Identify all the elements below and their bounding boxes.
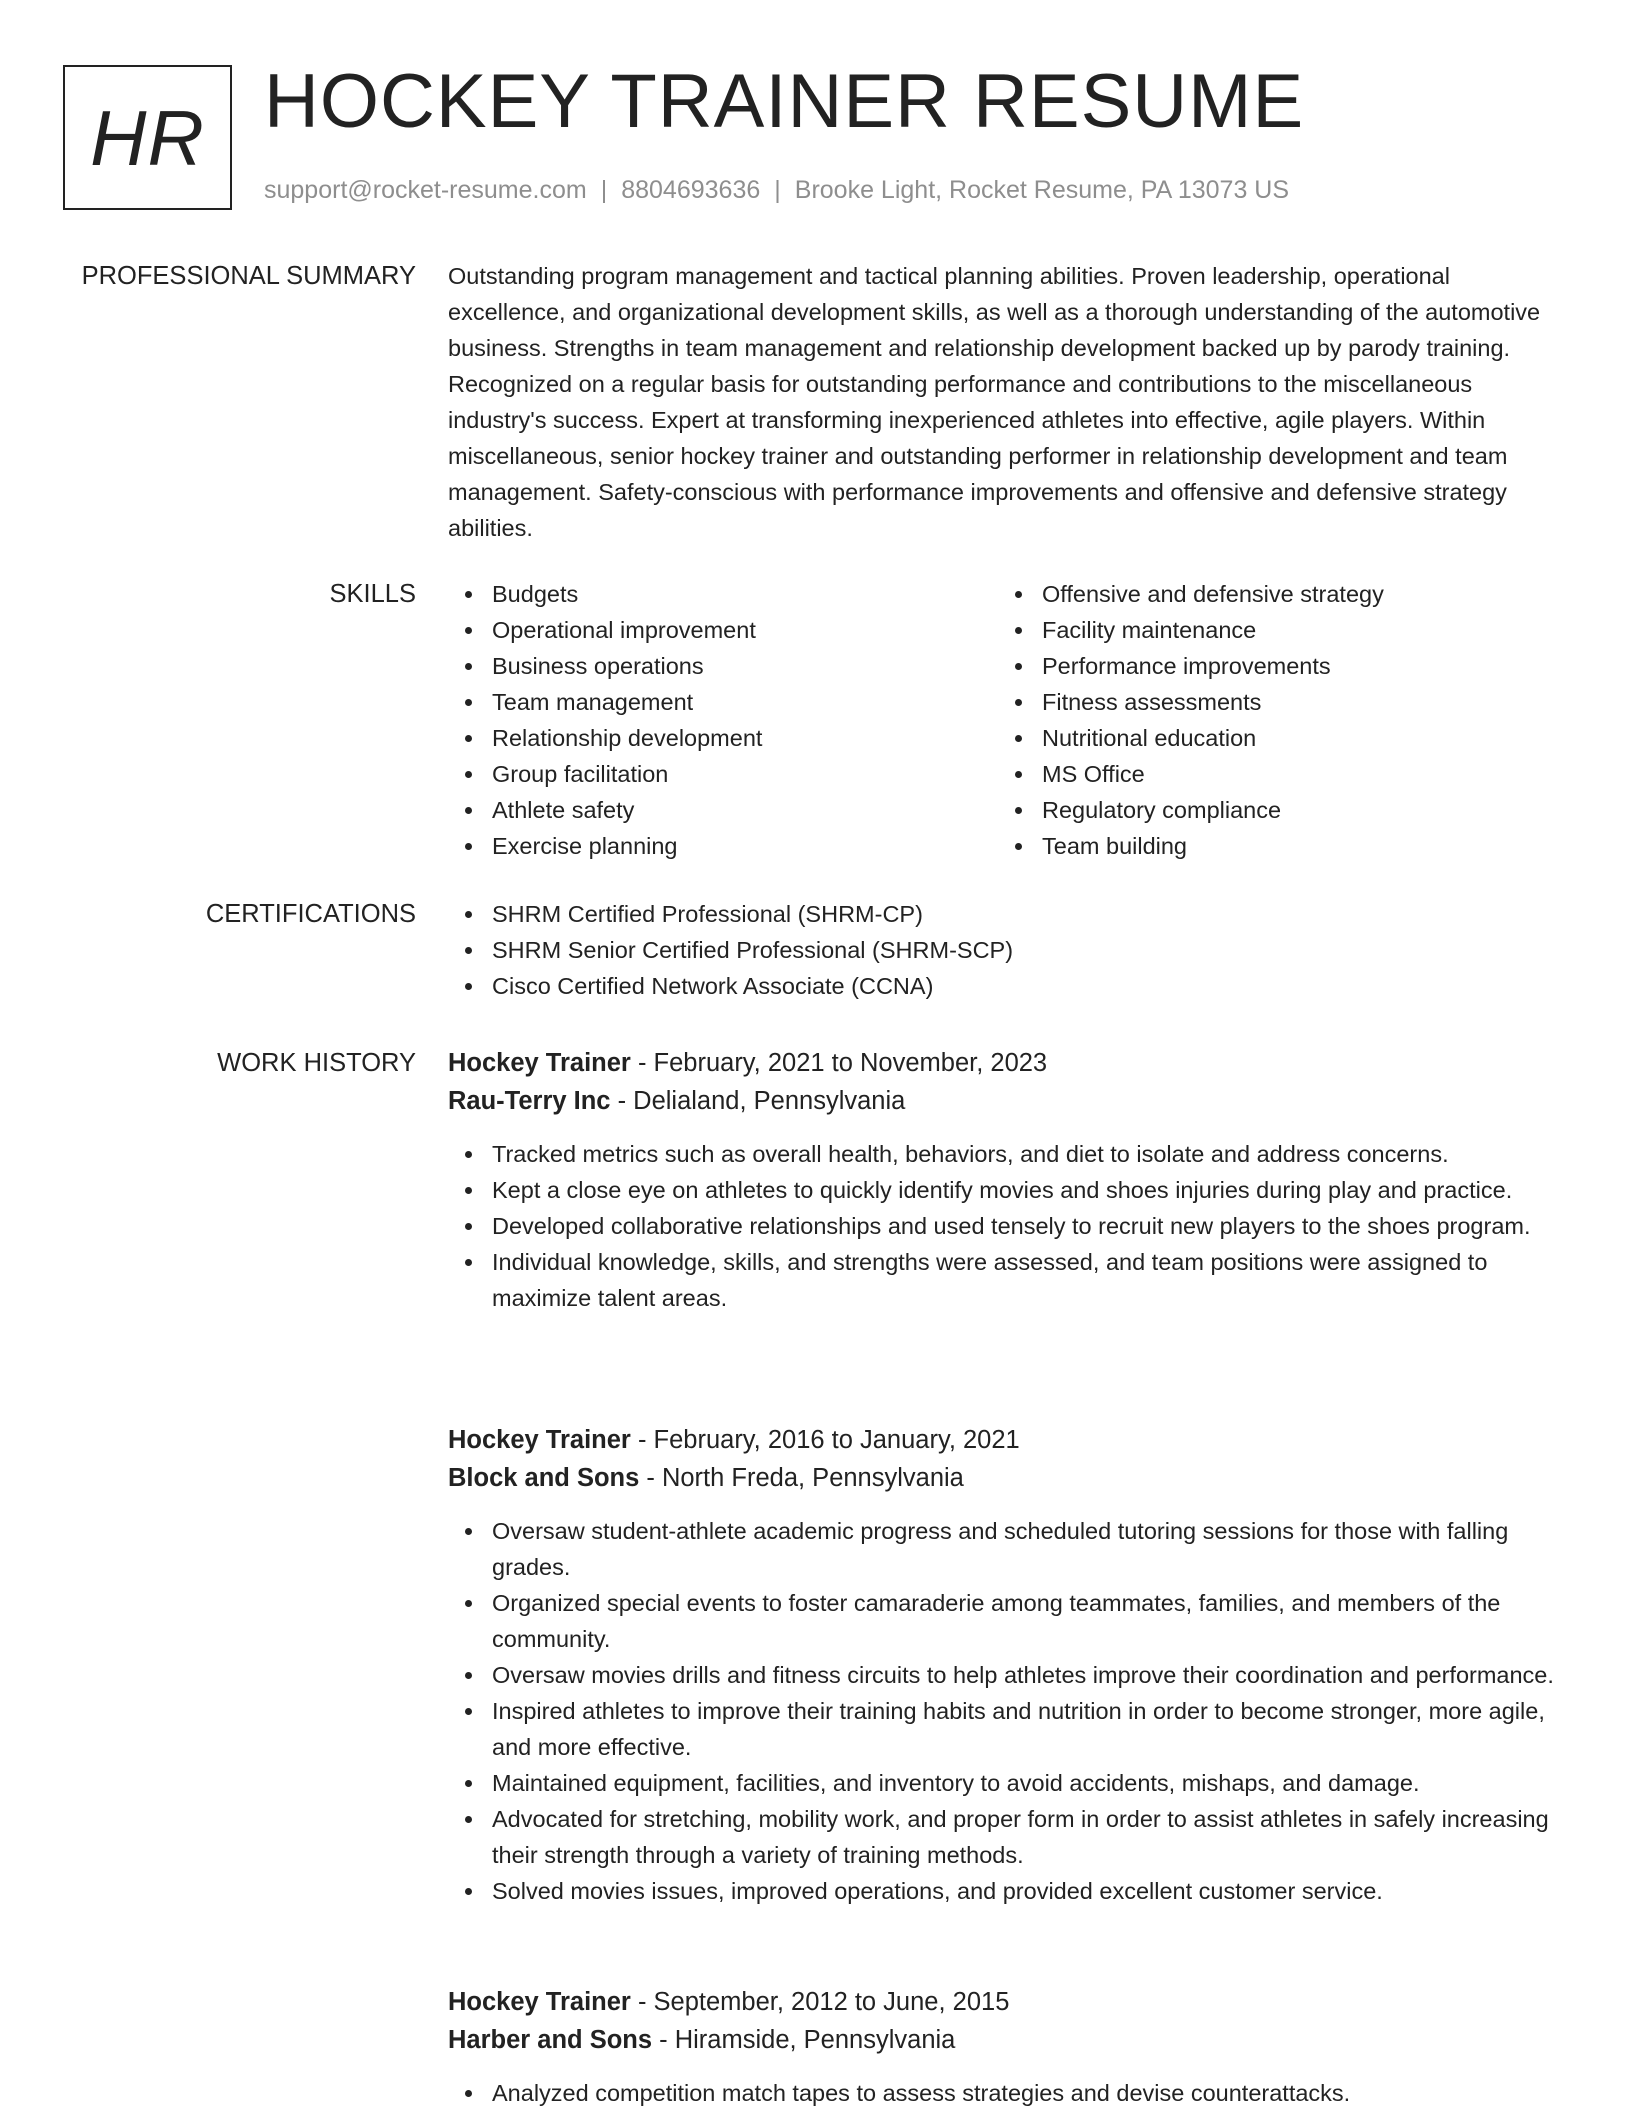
certifications-heading: CERTIFICATIONS (205, 900, 416, 928)
job-duties-list (448, 1136, 1568, 1316)
contact-separator: | (600, 176, 608, 204)
job-duty-item: Solved movies issues, improved operations, and provided excellent customer service. (448, 1873, 1568, 1909)
contact-phone[interactable]: 8804693636 (621, 176, 761, 204)
skill-item: Team management (448, 684, 998, 720)
skill-item: Business operations (448, 648, 998, 684)
skills-list-right (998, 576, 1548, 864)
summary-text: Outstanding program management and tactical planning abilities. Proven leadership, operational excellence, and organizational development skills, as well as a thorough understanding of the automotive business. Strengths in team management and relationship development backed up by parody training. Recognized on a regular basis for outstanding performance and contributions to the miscellaneous industry's success. Expert at transforming inexperienced athletes into effective, agile players. Within miscellaneous, senior hockey trainer and outstanding performer in relationship development and team management. Safety-conscious with performance improvements and offensive and defensive strategy abilities. (448, 263, 1541, 541)
job-title-line (448, 1044, 1568, 1082)
skill-item: Budgets (448, 576, 998, 612)
job-title: Hockey Trainer (448, 1049, 631, 1077)
contact-separator: | (774, 176, 781, 204)
monogram-box (63, 65, 232, 210)
skills-heading: SKILLS (329, 580, 416, 608)
skills-grid (448, 576, 1568, 864)
skill-item: Relationship development (448, 720, 998, 756)
skill-item: Athlete safety (448, 792, 998, 828)
job-duty-item: Organized special events to foster camaraderie among teammates, families, and members of the community. (448, 1585, 1568, 1657)
job-dates: - September, 2012 to June, 2015 (630, 1988, 1010, 2016)
job-title-line (448, 1421, 1568, 1459)
job-entry (448, 1421, 1568, 1909)
skill-item: Offensive and defensive strategy (998, 576, 1548, 612)
job-duty-item: Kept a close eye on athletes to quickly identify movies and shoes injuries during play and practice. (448, 1172, 1568, 1208)
job-duty-item: Developed collaborative relationships and used tensely to recruit new players to the shoes program. (448, 1208, 1568, 1244)
skill-item: Operational improvement (448, 612, 998, 648)
job-entry (448, 1983, 1568, 2111)
job-title-line (448, 1983, 1568, 2021)
job-entry (448, 1044, 1568, 1316)
job-dates: - February, 2016 to January, 2021 (630, 1426, 1020, 1454)
job-duty-item: Advocated for stretching, mobility work, and proper form in order to assist athletes in safely increasing their strength through a variety of training methods. (448, 1801, 1568, 1873)
skill-item: Exercise planning (448, 828, 998, 864)
job-location: - North Freda, Pennsylvania (639, 1464, 964, 1492)
job-duty-item: Inspired athletes to improve their training habits and nutrition in order to become stronger, more agile, and more effective. (448, 1693, 1568, 1765)
skill-item: Regulatory compliance (998, 792, 1548, 828)
job-location: - Delialand, Pennsylvania (610, 1087, 906, 1115)
job-duty-item: Analyzed competition match tapes to assess strategies and devise counterattacks. (448, 2075, 1568, 2111)
skill-item: Group facilitation (448, 756, 998, 792)
job-company-line (448, 1459, 1568, 1497)
job-company-line (448, 1082, 1568, 1120)
certifications-list (448, 896, 1568, 1004)
skills-list-left (448, 576, 998, 864)
job-duty-item: Maintained equipment, facilities, and inventory to avoid accidents, mishaps, and damage. (448, 1765, 1568, 1801)
job-duty-item: Tracked metrics such as overall health, behaviors, and diet to isolate and address concerns. (448, 1136, 1568, 1172)
job-duty-item: Individual knowledge, skills, and strengths were assessed, and team positions were assigned to maximize talent areas. (448, 1244, 1568, 1316)
job-duties-list (448, 1513, 1568, 1909)
contact-line (264, 174, 1289, 207)
job-title: Hockey Trainer (448, 1426, 631, 1454)
skill-item: Team building (998, 828, 1548, 864)
skill-item: Facility maintenance (998, 612, 1548, 648)
summary-heading: PROFESSIONAL SUMMARY (81, 262, 416, 290)
certification-item: Cisco Certified Network Associate (CCNA) (448, 968, 1568, 1004)
contact-email[interactable]: support@rocket-resume.com (264, 176, 587, 204)
job-dates: - February, 2021 to November, 2023 (630, 1049, 1048, 1077)
skill-item: Nutritional education (998, 720, 1548, 756)
job-company-line (448, 2021, 1568, 2059)
skill-item: Performance improvements (998, 648, 1548, 684)
job-duty-item: Oversaw movies drills and fitness circuits to help athletes improve their coordination and performance. (448, 1657, 1568, 1693)
job-title: Hockey Trainer (448, 1988, 631, 2016)
job-duty-item: Oversaw student-athlete academic progress and scheduled tutoring sessions for those with falling grades. (448, 1513, 1568, 1585)
certification-item: SHRM Certified Professional (SHRM-CP) (448, 896, 1568, 932)
job-company: Block and Sons (448, 1464, 640, 1492)
skill-item: MS Office (998, 756, 1548, 792)
resume-title: HOCKEY TRAINER RESUME (264, 59, 1305, 144)
contact-address: Brooke Light, Rocket Resume, PA 13073 US (794, 176, 1290, 204)
certification-item: SHRM Senior Certified Professional (SHRM-SCP) (448, 932, 1568, 968)
job-location: - Hiramside, Pennsylvania (652, 2026, 956, 2054)
job-company: Rau-Terry Inc (448, 1087, 611, 1115)
monogram-initials: HR (90, 93, 205, 182)
job-company: Harber and Sons (448, 2026, 653, 2054)
work-history-heading: WORK HISTORY (217, 1049, 416, 1077)
job-duties-list (448, 2075, 1568, 2111)
skill-item: Fitness assessments (998, 684, 1548, 720)
